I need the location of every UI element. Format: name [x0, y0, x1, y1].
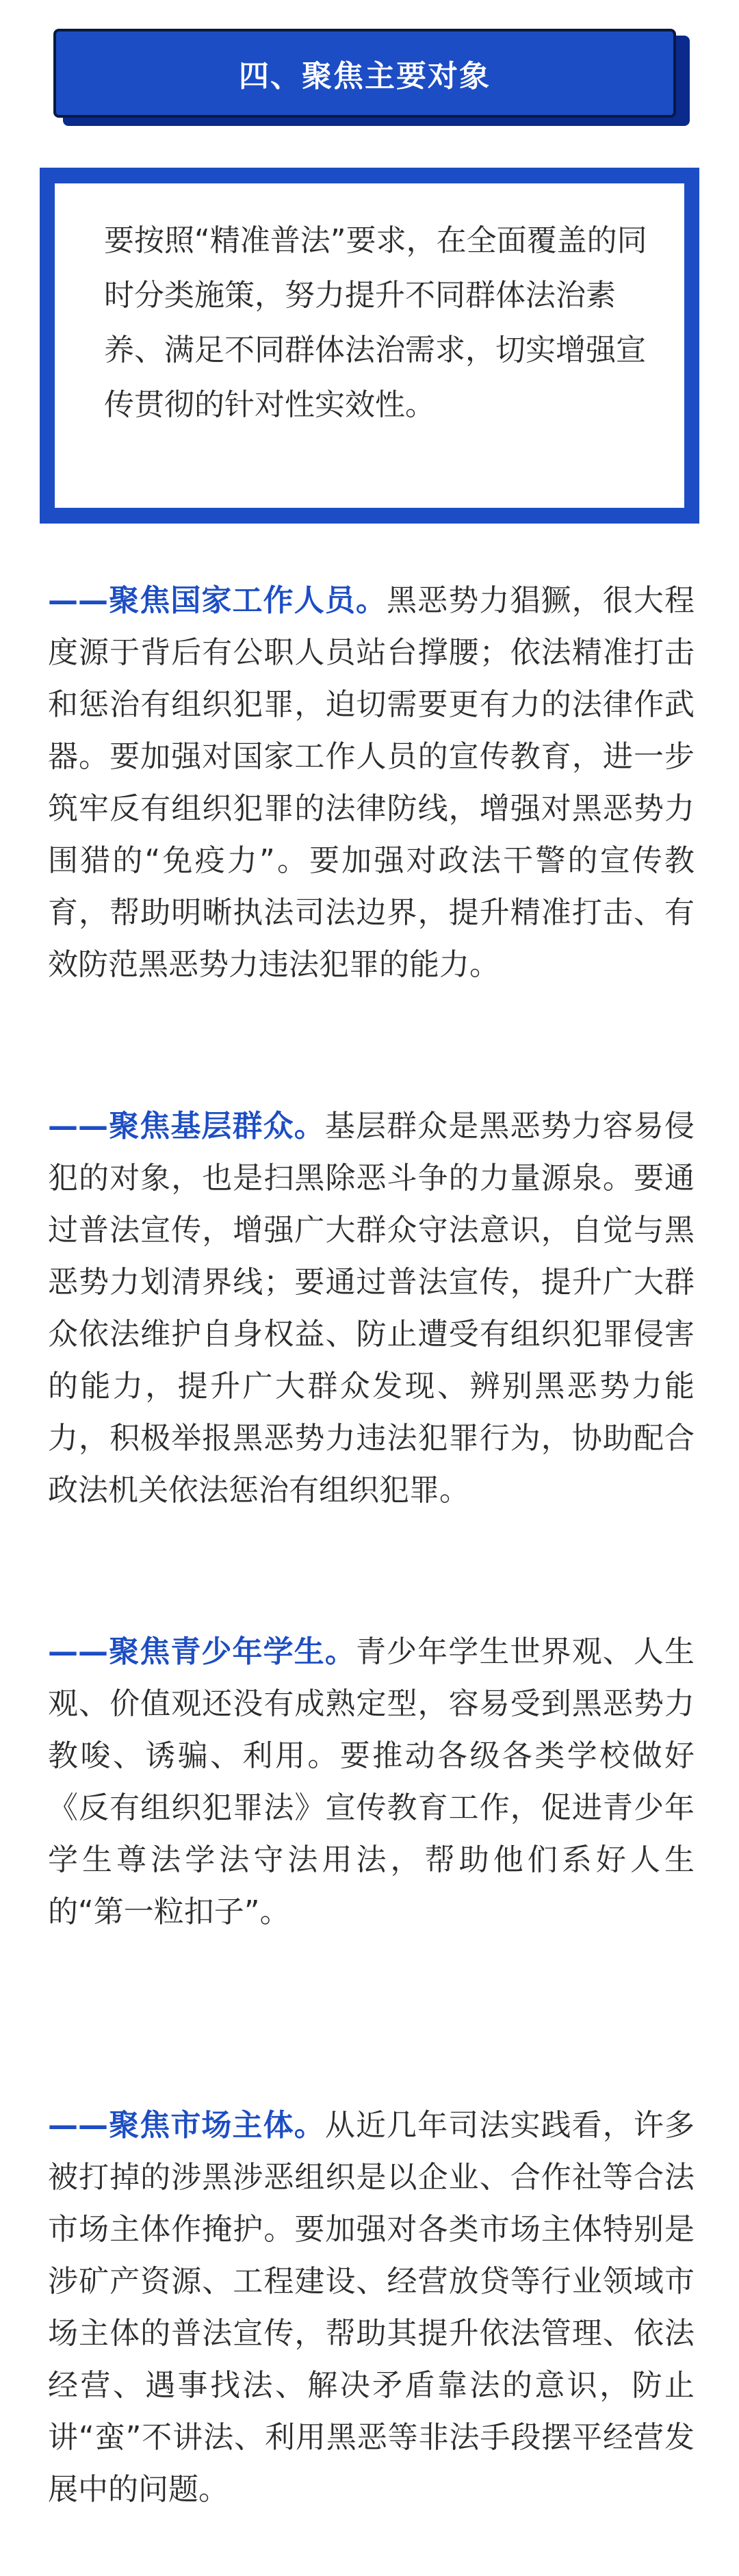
- paragraph-lead: ——聚焦基层群众。: [48, 1109, 325, 1144]
- paragraph-lead: ——聚焦市场主体。: [48, 2108, 325, 2143]
- paragraph-body: 青少年学生世界观、人生观、价值观还没有成熟定型，容易受到黑恶势力教唆、诱骗、利用。要推动各级各类学校做好《反有组织犯罪法》宣传教育工作，促进青少年学生尊法学法守法用法，帮助他们系好人生的“第一粒扣子”。: [48, 1634, 695, 1929]
- paragraph-state-personnel: [48, 575, 695, 991]
- paragraph-youth-students: [48, 1626, 695, 1938]
- section-header-banner: [53, 29, 676, 118]
- paragraph-body: 基层群众是黑恶势力容易侵犯的对象，也是扫黑除恶斗争的力量源泉。要通过普法宣传，增强广大群众守法意识，自觉与黑恶势力划清界线；要通过普法宣传，提升广大群众依法维护自身权益、防止遭受有组织犯罪侵害的能力，提升广大群众发现、辨别黑恶势力能力，积极举报黑恶势力违法犯罪行为，协助配合政法机关依法惩治有组织犯罪。: [48, 1109, 695, 1508]
- paragraph-market-entities: [48, 2100, 695, 2516]
- paragraph-lead: ——聚焦国家工作人员。: [48, 583, 387, 618]
- page-title: 四、聚焦主要对象: [239, 59, 491, 94]
- paragraph-body: 黑恶势力猖獗，很大程度源于背后有公职人员站台撑腰；依法精准打击和惩治有组织犯罪，迫切需要更有力的法律作武器。要加强对国家工作人员的宣传教育，进一步筑牢反有组织犯罪的法律防线，增强对黑恶势力围猎的“免疫力”。要加强对政法干警的宣传教育，帮助明晰执法司法边界，提升精准打击、有效防范黑恶势力违法犯罪的能力。: [48, 583, 695, 982]
- paragraph-grassroots-public: [48, 1100, 695, 1517]
- paragraph-lead: ——聚焦青少年学生。: [48, 1634, 356, 1669]
- paragraph-body: 从近几年司法实践看，许多被打掉的涉黑涉恶组织是以企业、合作社等合法市场主体作掩护。要加强对各类市场主体特别是涉矿产资源、工程建设、经营放贷等行业领域市场主体的普法宣传，帮助其提升依法管理、依法经营、遇事找法、解决矛盾靠法的意识，防止讲“蛮”不讲法、利用黑恶等非法手段摆平经营发展中的问题。: [48, 2108, 695, 2507]
- intro-text: 要按照“精准普法”要求，在全面覆盖的同时分类施策，努力提升不同群体法治素养、满足不同群体法治需求，切实增强宣传贯彻的针对性实效性。: [104, 223, 647, 422]
